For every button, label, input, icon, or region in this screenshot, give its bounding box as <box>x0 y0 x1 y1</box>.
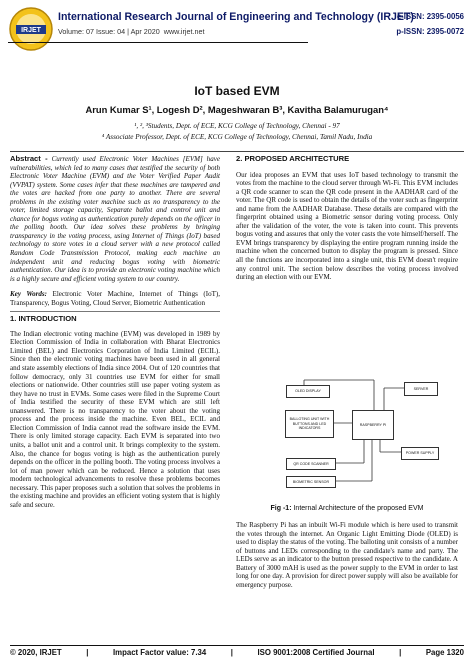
abstract-label: Abstract - <box>10 154 48 163</box>
paper-title: IoT based EVM <box>194 84 280 98</box>
caption-label: Fig -1: <box>270 505 292 512</box>
eissn: e-ISSN: 2395-0056 <box>396 12 464 21</box>
footer-impact: Impact Factor value: 7.34 <box>113 648 207 657</box>
title-divider <box>10 151 464 152</box>
intro-heading: 1. INTRODUCTION <box>10 314 77 324</box>
footer-sep: | <box>230 648 233 657</box>
journal-name: International Research Journal of Engineering and Technology (IRJET) <box>58 11 414 23</box>
proposed-text: Our idea proposes an EVM that uses IoT based technology to transmit the votes from the machine to the cloud server through Wi-Fi. This EVM includes a QR code scanner to scan the QR code present in the AADHAR card of the voter. The QR code is used to obtain the details of the voter such as fingerprint and name from the AADHAR Database. These details are compared with the fingerprint obtained using a Biometric sensor during voting process. Only after the validation of the voter, the vote is taken into count. This prevents bogus voting and assures that only the voter casts the vote himself/herself. The EVM brings transparency by displaying the entire program running inside the machine when the concerned button to display the program is pressed. Since all the functions are incorporated into a single unit, this EVM doesn't require any control unit. The section below describes the voting process involved during an election with our EVM. <box>236 170 458 282</box>
paper-authors: Arun Kumar S¹, Logesh D², Mageshwaran B³, Kavitha Balamurugan⁴ <box>85 104 389 115</box>
abstract <box>10 155 220 283</box>
footer-sep: | <box>399 648 402 657</box>
svg-text:IRJET: IRJET <box>21 27 41 35</box>
power-supply-block: POWER SUPPLY <box>401 447 439 460</box>
keywords-label: Key Words: <box>10 290 47 299</box>
abstract-text: Currently used Electronic Voter Machines [EVM] have vulnerabilities, which led to many cases that testified the security of both Electronic Voter Machine (EVM) and the Voter Verified Paper Audit (VVPAT) system. Some cases infer that these machines are tampered and the votes are hacked from one party to another. There are several problems in the existing voter machine such as no transparency to the voter, limited storage capacity, Separate ballot and control unit and chance for bogus voting as authentication purely depends on the officer in the polling booth. Our idea solves these problems by bringing transparency in the voting process, using Internet of Things (IoT) based technology to store votes in a cloud server with a new protocol called Random Code Transmission Protocol, making each machine an independent unit and reducing bogus voting with biometric authentication. Our idea is to provide an electronic voting machine which is a highly secure and efficient voting system to our country. <box>10 155 220 283</box>
keywords-text: Electronic Voter Machine, Internet of Things (IoT), Transparency, Bogus Voting, Cloud Server, Biometric Authentication <box>10 290 221 307</box>
irjet-logo <box>8 6 54 52</box>
balloting-unit-block: BALLOTING UNIT WITH BUTTONS AND LED INDICATORS <box>285 410 334 438</box>
keywords-divider <box>10 311 220 312</box>
footer-page: Page 1320 <box>425 648 464 657</box>
right-column <box>236 155 458 282</box>
figure-caption <box>236 505 458 512</box>
page-header <box>0 0 474 74</box>
affiliation-students: ¹, ², ³Students, Dept. of ECE, KCG College of Technology, Chennai - 97 <box>134 122 340 130</box>
oled-display-block: OLED DISPLAY <box>286 385 330 398</box>
qr-scanner-block: QR CODE SCANNER <box>286 458 336 470</box>
volume-issue: Volume: 07 Issue: 04 | Apr 2020 www.irjet.net <box>58 27 205 36</box>
left-column <box>10 155 220 509</box>
volume-text: Volume: 07 Issue: 04 | Apr 2020 <box>58 27 160 36</box>
footer-sep: | <box>86 648 89 657</box>
architecture-figure <box>276 378 441 500</box>
footer-rule <box>10 645 464 646</box>
proposed-heading: 2. PROPOSED ARCHITECTURE <box>236 154 350 163</box>
header-rule <box>8 42 308 43</box>
keywords <box>10 290 220 307</box>
raspberry-pi-block: RASPBERRY PI <box>352 410 394 440</box>
affiliation-professor: ⁴ Associate Professor, Dept. of ECE, KCG College of Technology, Chennai, Tamil Nadu, India <box>101 133 373 141</box>
caption-text: Internal Architecture of the proposed EVM <box>293 505 424 512</box>
server-block: SERVER <box>404 382 438 396</box>
intro-text: The Indian electronic voting machine (EVM) was developed in 1989 by Election Commission of India in collaboration with Bharat Electronics Limited (BEL) and Electronics Corporation of India Limited (ECIL). Since then the electronic voting machines have been used in all general and state assembly elections of India since 2004. Out of 120 countries that follow democracy, only 31 countries use EVM for either for small elections or nationwide. Other countries still use paper voting system as they have no trust in EVMs. Some cases were filed in the Supreme Court of India testified the security of these EVM which are still left unanswered. There is no transparency to the voter about the voting process and the process inside the machine. Even BEL, ECIL and Election Commission of India cannot read the software inside the EVM. There is only limited storage capacity. Each EVM is separated into two units, a ballot unit and a control unit. It brings complexity to the system. Also, the chance for bogus voting is high as the authentication purely depends on the officer in the polling booth. The voting process involves a lot of man power which can be reduced. Hence a solution that uses modern technological advancements to resolve these problems becomes necessary. This paper proposes such a solution that solves the problems in the existing machine and provides an efficient voting system that is highly safe and secure. <box>10 329 220 509</box>
page-footer <box>10 648 464 664</box>
footer-iso: ISO 9001:2008 Certified Journal <box>257 648 375 657</box>
biometric-sensor-block: BIOMETRIC SENSOR <box>286 476 336 488</box>
raspberry-paragraph: The Raspberry Pi has an inbuilt Wi-Fi module which is here used to transmit the votes through the internet. An Organic Light Emitting Diode (OLED) is used to display the status of the voting. The balloting unit consists of a number of buttons and LEDs corresponding to the candidate's name and party. The LEDs serve as an indicator to the button pressed respective to the candidate. A Battery of 3000 mAH is used as the power supply to the EVM in order to last long for one day. A provision for direct power supply will also be available for emergency purpose. <box>236 521 459 589</box>
pissn: p-ISSN: 2395-0072 <box>396 27 464 36</box>
footer-copyright: © 2020, IRJET <box>10 648 62 657</box>
